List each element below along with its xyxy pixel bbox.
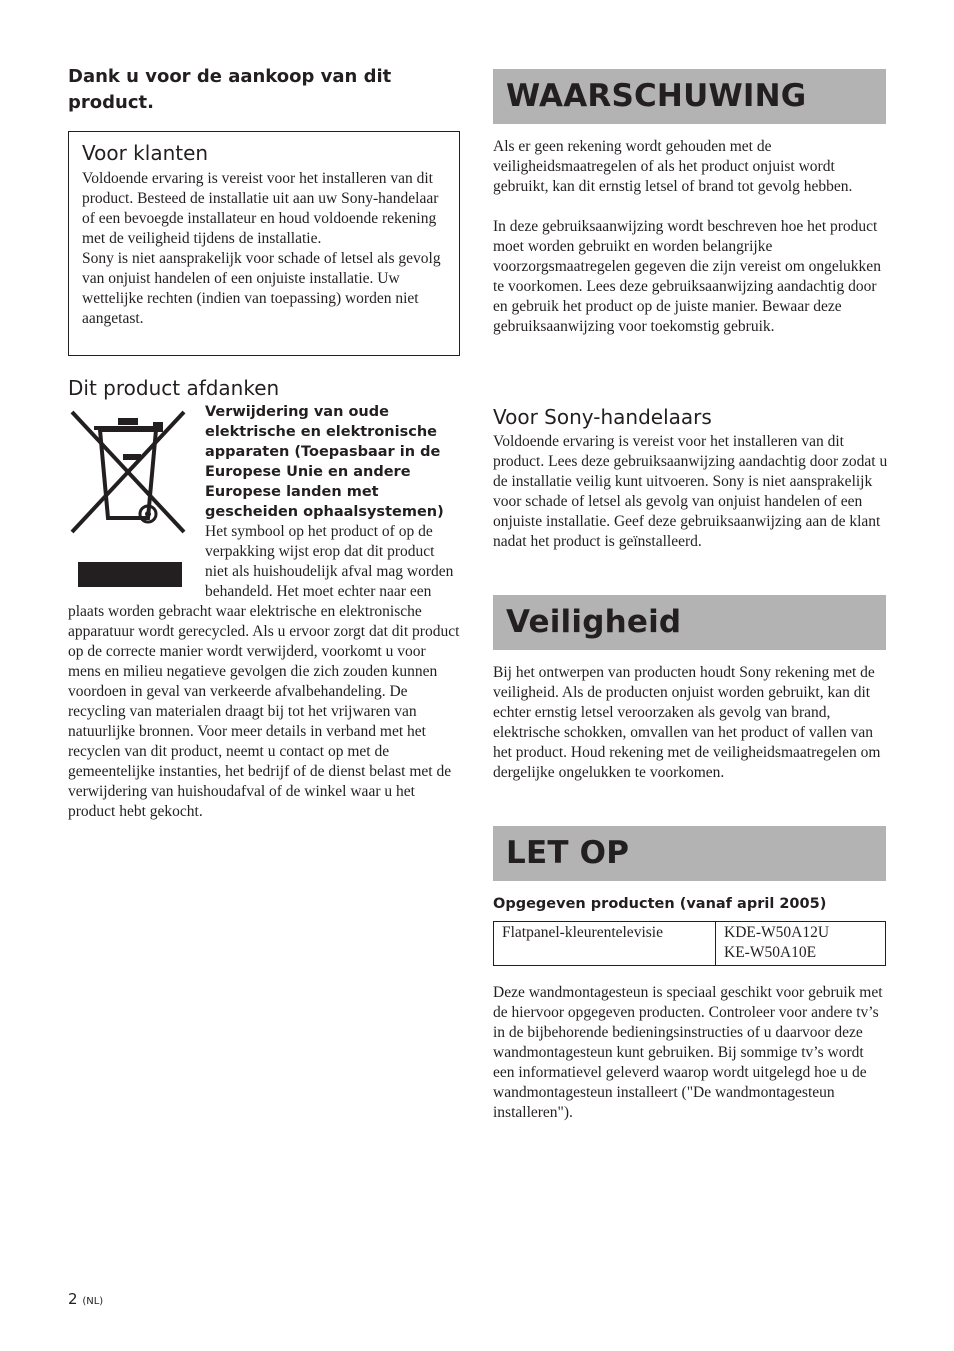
page-number [68,1289,103,1312]
table-row [494,922,886,966]
product-category-cell: Flatpanel-kleurentelevisie [494,922,716,966]
customers-heading: Voor klanten [82,141,209,165]
caution-title: LET OP [506,835,630,871]
product-models-cell [716,922,886,966]
safety-title: Veiligheid [506,604,682,640]
warning-text-1: Als er geen rekening wordt gehouden met de veiligheidsmaatregelen of als het product onjuist wordt gebruikt, kan dit ernstig letsel of brand tot gevolg hebben. [493,138,853,195]
product-model: KE-W50A10E [724,944,817,961]
disposal-body [68,522,460,822]
dealers-heading: Voor Sony-handelaars [493,405,712,429]
safety-banner [493,595,886,650]
icon-wrap-spacer [68,522,205,602]
customers-text: Voldoende ervaring is vereist voor het installeren van dit product. Besteed de installatie uit aan uw Sony-handelaar of een bevoegde installateur en houd voldoende rekening met de veiligheid tijdens de installatie. [82,170,439,247]
warning-text-2: In deze gebruiksaanwijzing wordt beschreven hoe het product moet worden gebruikt en worden belangrijke voorzorgsmaatregelen gegeven die zijn vereist om ongelukken te voorkomen. Lees deze gebruiksaanwijzing aandachtig door en gebruik het product op de juiste manier. Bewaar deze gebruiksaanwijzing voor toekomstig gebruik. [493,218,881,335]
safety-section [493,663,888,783]
products-table [493,921,886,966]
caution-text: Deze wandmontagesteun is speciaal geschikt voor gebruik met de hiervoor opgegeven producten. Controleer voor andere tv’s in de bijbehorende bedieningsinstructies of u daarvoor deze wandmontagesteun kunt gebruiken. Bij sommige tv’s wordt een informatievel geleverd waarop wordt uitgelegd hoe u de wandmontagesteun installeert ("De wandmontagesteun installeren"). [493,984,883,1121]
product-model: KDE-W50A12U [724,924,830,941]
disposal-text: Het symbool op het product of op de verpakking wijst erop dat dit product niet als huishoudelijk afval mag worden behandeld. Het moet echter naar een plaats worden gebracht waar elektrische en elektronische apparatuur wordt gerecycled. Als u ervoor zorgt dat dit product op de correcte manier wordt verwijderd, voorkomt u voor mens en milieu negatieve gevolgen die zich zouden kunnen voordoen in geval van verkeerde afvalbehandeling. De recycling van materialen draagt bij tot het vrijwaren van natuurlijke bronnen. Voor meer details in verband met het recyclen van dit product, neemt u contact op met de gemeentelijke instanties, het bedrijf of de dienst belast met de verwijdering van huishoudafval of de winkel waar u het product hebt gekocht. [68,523,460,820]
caution-section [493,983,888,1123]
warning-section [493,137,888,337]
page-language: (NL) [82,1296,104,1307]
warning-title: WAARSCHUWING [506,78,807,114]
warning-banner [493,69,886,124]
caution-banner [493,826,886,881]
customers-notice-box [68,131,460,356]
dealers-text: Voldoende ervaring is vereist voor het installeren van dit product. Lees deze gebruiksaanwijzing aandachtig door zodat u de installatie veilig kunt uitvoeren. Sony is niet aansprakelijk voor schade of letsel als gevolg van onjuist handelen of een onjuiste installatie. Geef deze gebruiksaanwijzing aan de klant nadat het product is geïnstalleerd. [493,433,888,550]
disposal-heading: Dit product afdanken [68,376,280,400]
page-number-value: 2 [68,1290,78,1308]
disposal-subheading: Verwijdering van oude elektrische en elektronische apparaten (Toepasbaar in de Europese Unie en andere Europese landen met gescheiden ophaalsystemen) [205,404,444,520]
dealers-section [493,432,888,552]
products-heading: Opgegeven producten (vanaf april 2005) [493,896,827,912]
customers-text-liability: Sony is niet aansprakelijk voor schade of letsel als gevolg van onjuist handelen of een onjuiste installatie. Uw wettelijke rechten (indien van toepassing) worden niet aangetast. [82,250,441,327]
intro-heading: Dank u voor de aankoop van dit product. [68,66,392,113]
safety-text: Bij het ontwerpen van producten houdt Sony rekening met de veiligheid. Als de producten onjuist worden gebruikt, kan dit echter ernstig letsel veroorzaken als gevolg van brand, elektrische schokken, omvallen van het product of vallen van het product. Houd rekening met de veiligheidsmaatregelen om dergelijke ongelukken te voorkomen. [493,664,881,781]
